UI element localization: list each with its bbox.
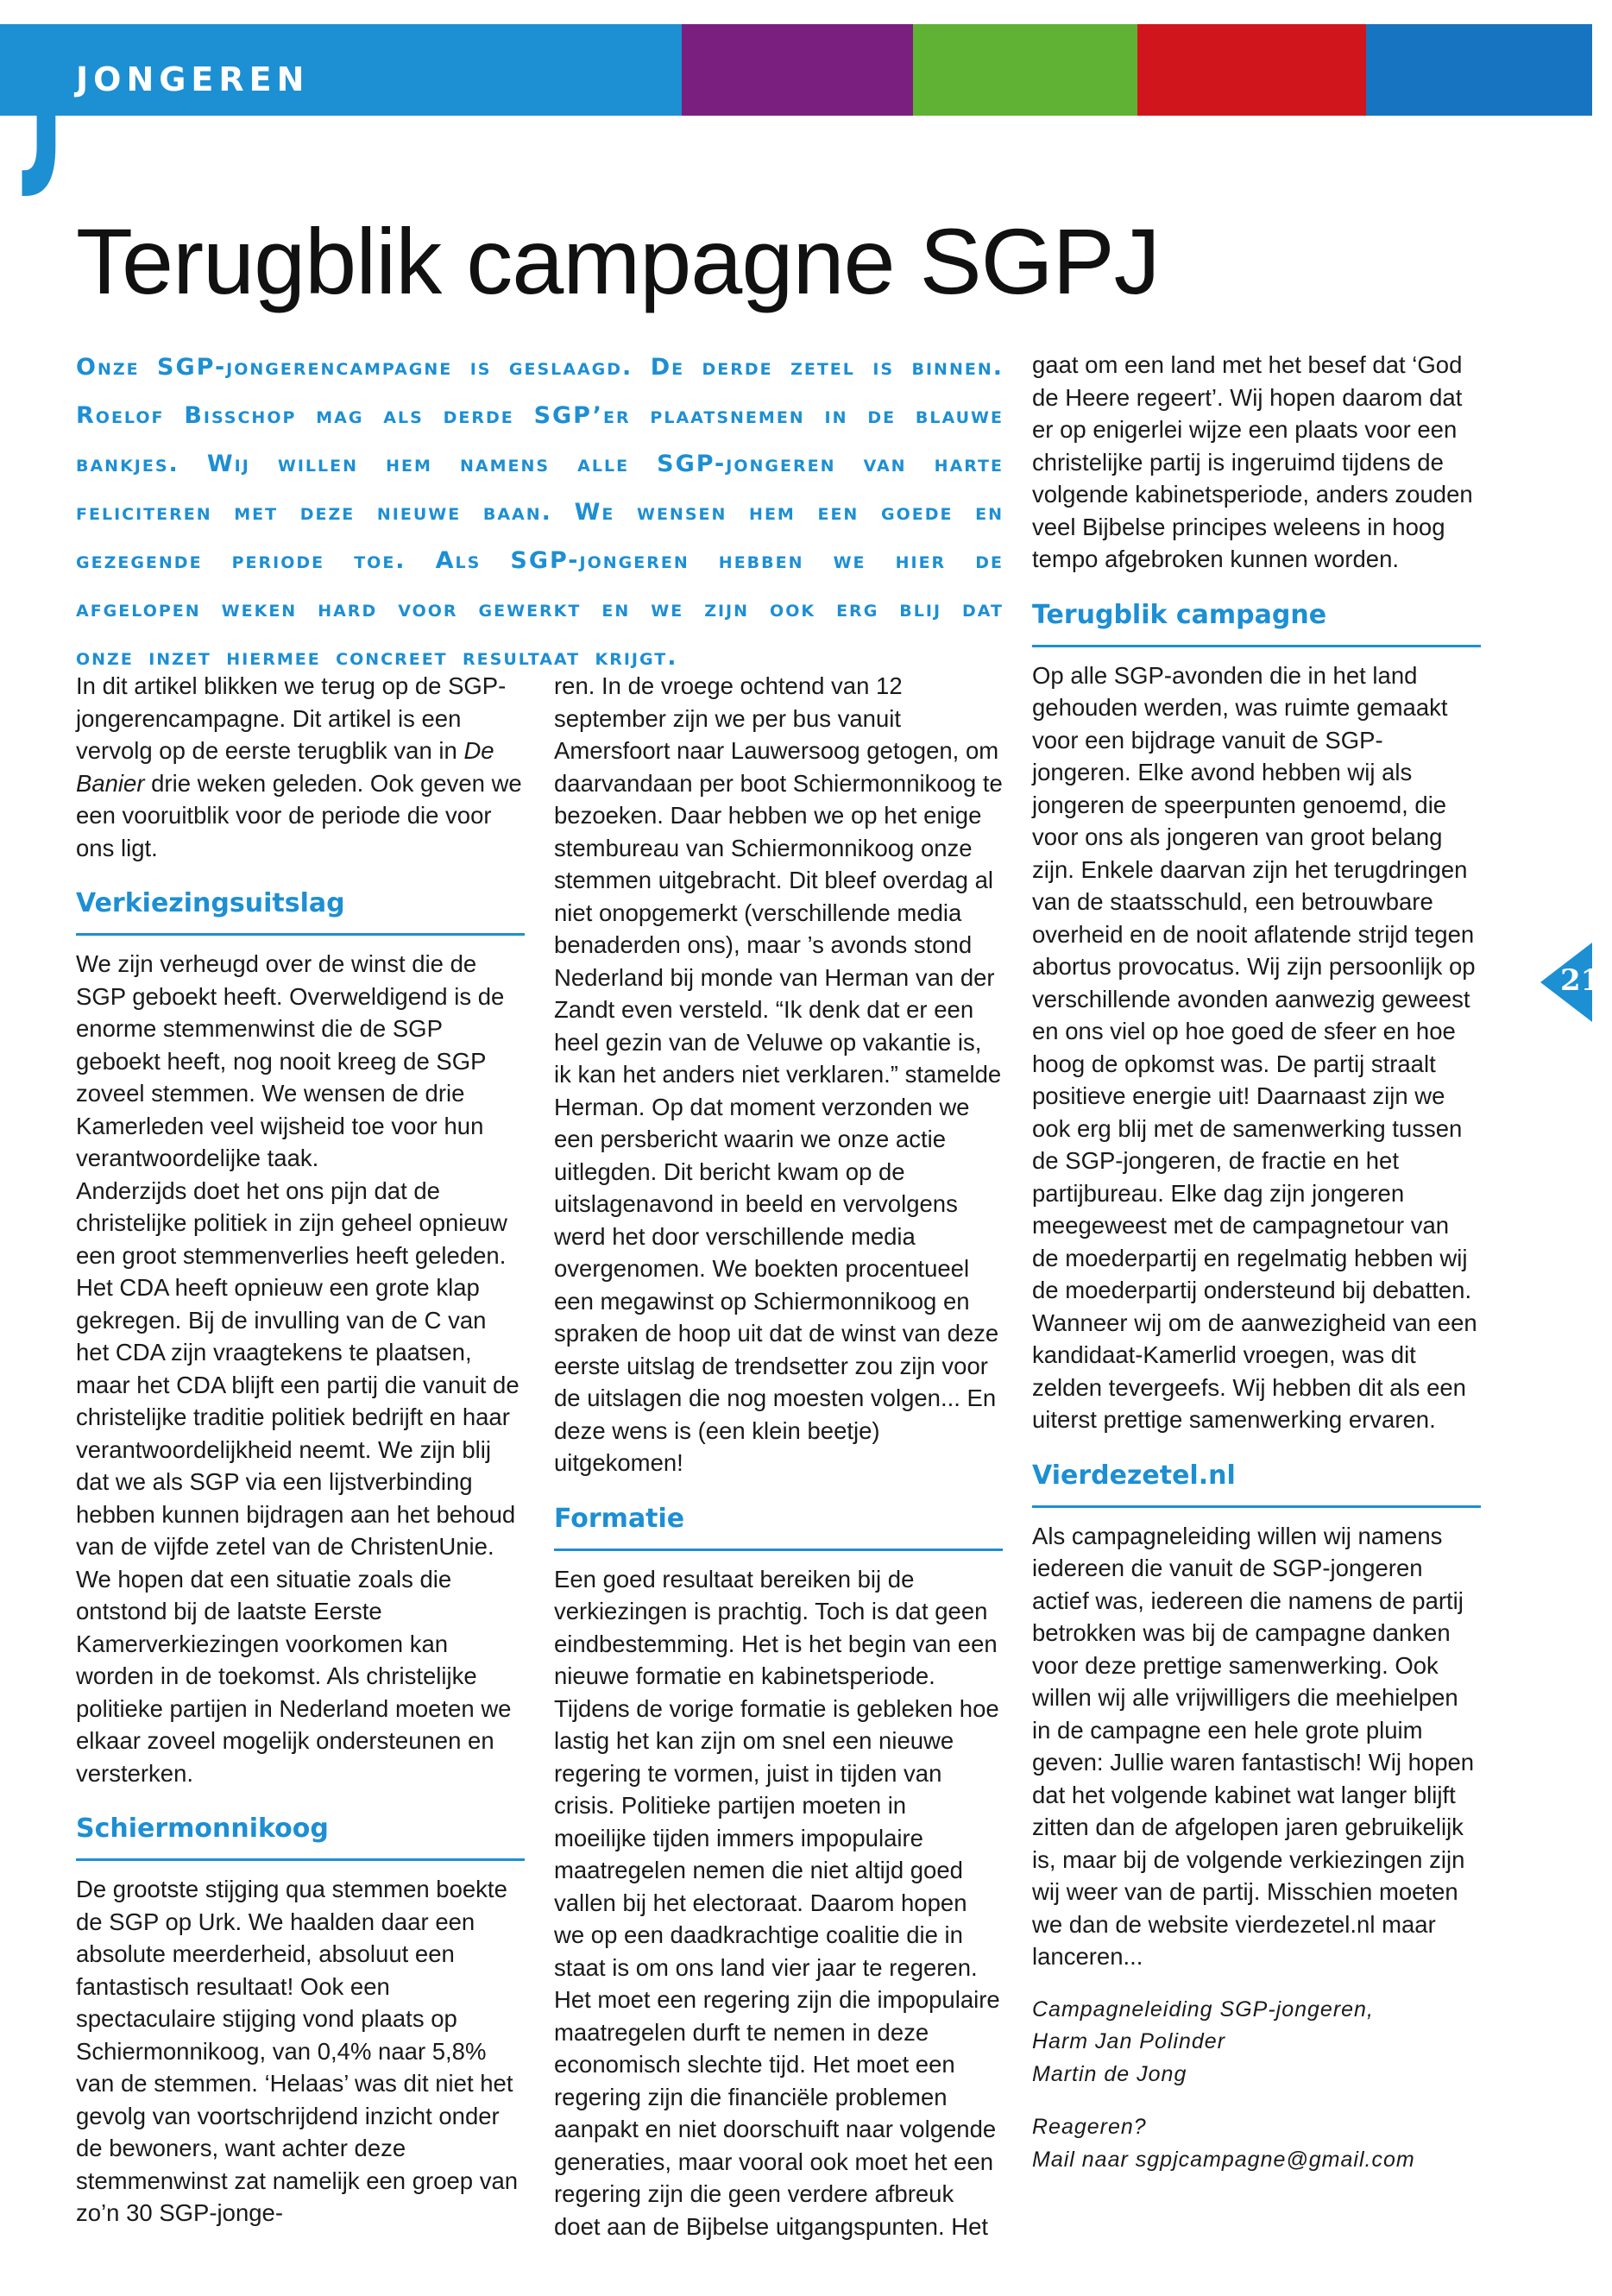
heading-formatie: Formatie (554, 1502, 1003, 1551)
paragraph-terugblik: Op alle SGP-avonden die in het land gehouden werden, was ruimte gemaakt voor een bijdrage vanuit de SGP-jongeren. Elke avond hebben wij als jongeren de speerpunten genoemd, die voor ons als jongeren van groot belang zijn. Enkele daarvan zijn het terugdringen van de staatsschuld, een betrouwbare overheid en de nooit aflatende strijd tegen abortus provocatus. Wij zijn persoonlijk op verschillende avonden aanwezig geweest en ons viel op hoe goed de sfeer en hoe hoog de opkomst was. De partij straalt positieve energie uit! Daarnaast zijn we ook erg blij met de samenwerking tussen de SGP-jongeren, de fractie en het partijbureau. Elke dag zijn jongeren meegeweest met de campagnetour van de moederpartij en regelmatig hebben wij de moederpartij ondersteund bij debatten. Wanneer wij om de aanwezigheid van een kandidaat-Kamerlid vroegen, was dit zelden tevergeefs. Wij hebben dit als een uiterst prettige samenwerking ervaren. (1032, 661, 1477, 1433)
heading-vierdezetel: Vierdezetel.nl (1032, 1459, 1481, 1508)
header-band-red (1137, 24, 1366, 116)
react-email: Mail naar sgpjcampagne@gmail.com (1032, 2147, 1415, 2172)
paragraph-uitslag-2: Anderzijds doet het ons pijn dat de christelijke politiek in zijn geheel opnieuw een groot stemmenverlies heeft geleden. Het CDA heeft opnieuw een grote klap gekregen. Bij de invulling van de C van het CDA zijn vraagtekens te plaatsen, maar het CDA blijft een partij die vanuit de christelijke traditie politiek bedrijft en haar verantwoordelijkheid neemt. We zijn blij dat we als SGP via een lijstverbinding hebben kunnen bijdragen aan het behoud van de vijfde zetel van de ChristenUnie. We hopen dat een situatie zoals die ontstond bij de laatste Eerste Kamerverkiezingen voorkomen kan worden in de toekomst. Als christelijke politieke partijen in Nederland moeten we elkaar zoveel mogelijk ondersteunen en versterken. (76, 1176, 519, 1787)
header-band-green (913, 24, 1137, 116)
paragraph-schiermonnikoog: De grootste stijging qua stemmen boekte de SGP op Urk. We haalden daar een absolute meerderheid, absoluut een fantastisch resultaat! Ook een spectaculaire stijging vond plaats op Schiermonnikoog, van 0,4% naar 5,8% van de stemmen. ‘Helaas’ was dit niet het gevolg van voortschrijdend inzicht onder de bewoners, want achter deze stemmenwinst zat namelijk een groep van zo’n 30 SGP-jonge- (76, 1876, 519, 2226)
paragraph-vierdezetel: Als campagneleiding willen wij namens iedereen die vanuit de SGP-jongeren actief was, iedereen die namens de partij betrokken was bij de campagne danken voor deze prettige samenwerking. Ook willen wij alle vrijwilligers die meehielpen in de campagne een hele grote pluim geven: Jullie waren fantastisch! Wij hopen dat het volgende kabinet wat langer blijft zitten dan de afgelopen jaren gebruikelijk is, maar bij de volgende verkiezingen zijn wij weer van de partij. Misschien moeten we dan de website vierdezetel.nl maar lanceren... (1032, 1522, 1475, 1970)
paragraph-formatie: Een goed resultaat bereiken bij de verkiezingen is prachtig. Toch is dat geen eindbestemming. Het is het begin van een nieuwe formatie en kabinetsperiode. Tijdens de vorige formatie is gebleken hoe lastig het kan zijn om snel een nieuwe regering te vormen, juist in tijden van crisis. Politieke partijen moeten in moeilijke tijden immers impopulaire maatregelen nemen die niet altijd goed vallen bij het electoraat. Daarom hopen we op een daadkrachtige coalitie die in staat is om ons land vier jaar te regeren. Het moet een regering zijn die impopulaire maatregelen durft te nemen in deze economisch slechte tijd. Het moet een regering zijn die financiële problemen aanpakt en niet doorschuift naar volgende generaties, maar vooral ook moet het een regering zijn die geen verdere afbreuk doet aan de Bijbelse uitgangspunten. Het (554, 1565, 1000, 2240)
heading-schiermonnikoog: Schiermonnikoog (76, 1812, 525, 1861)
publication-name: De Banier (76, 737, 494, 797)
paragraph-schiermonnikoog-cont: ren. In de vroege ochtend van 12 september zijn we per bus vanuit Amersfoort naar Lauwersoog getogen, om daarvandaan per boot Schiermonnikoog te bezoeken. Daar hebben we op het enige stembureau van Schiermonnikoog onze stemmen uitgebracht. Dit bleef overdag al niet onopgemerkt (verschillende media benaderden ons), maar ’s avonds stond Nederland bij monde van Herman van der Zandt even versteld. “Ik denk dat er een heel gezin van de Veluwe op vakantie is, ik kan het anders niet verklaren.” stamelde Herman. Op dat moment verzonden we een persbericht waarin we onze actie uitlegden. Dit bericht kwam op de uitslagenavond in beeld en vervolgens werd het door verschillende media overgenomen. We boekten procentueel een megawinst op Schiermonnikoog en spraken de hoop uit dat de winst van deze eerste uitslag de trendsetter zou zijn voor de uitslagen die nog moesten volgen... En deze wens is (een klein beetje) uitgekomen! (554, 672, 1003, 1476)
signature-line-3: Martin de Jong (1032, 2061, 1187, 2086)
paragraph-intro: In dit artikel blikken we terug op de SGP-jongerencampagne. Dit artikel is een vervolg op de eerste terugblik van in De Banier drie weken geleden. Ook geven we een vooruitblik voor de periode die voor ons ligt. (76, 672, 522, 861)
section-initial: J (28, 0, 65, 203)
column-1 (76, 670, 525, 2230)
signature-line-2: Harm Jan Polinder (1032, 2029, 1226, 2053)
page-number: 21 (1560, 963, 1602, 998)
column-2 (554, 670, 1003, 2242)
article-title: Terugblik campagne SGPJ (76, 209, 1160, 313)
react-label: Reageren? (1032, 2115, 1147, 2139)
signature-line-1: Campagneleiding SGP-jongeren, (1032, 1996, 1374, 2022)
paragraph-uitslag-1: We zijn verheugd over de winst die de SGP geboekt heeft. Overweldigend is de enorme stemmenwinst die de SGP geboekt heeft, nog nooit kreeg de SGP zoveel stemmen. We wensen de drie Kamerleden veel wijsheid toe voor hun verantwoordelijke taak. (76, 950, 505, 1171)
column-3 (1032, 349, 1481, 2176)
section-label: JONGEREN (76, 60, 310, 98)
header-band-purple (682, 24, 913, 116)
heading-terugblik-campagne: Terugblik campagne (1032, 598, 1481, 647)
article-intro: Onze SGP-jongerencampagne is geslaagd. De derde zetel is binnen. Roelof Bisschop mag als derde SGP’er plaatsnemen in de blauwe bankjes. Wij willen hem namens alle SGP-jongeren van harte feliciteren met deze nieuwe baan. We wensen hem een goede en gezegende periode toe. Als SGP-jongeren hebben we hier de afgelopen weken hard voor gewerkt en we zijn ook erg blij dat onze inzet hiermee concreet resultaat krijgt. (76, 354, 1004, 671)
paragraph-formatie-cont: gaat om een land met het besef dat ‘God de Heere regeert’. Wij hopen daarom dat er op enigerlei wijze een plaats voor een christelijke partij is ingeruimd tijdens de volgende kabinetsperiode, anders zouden veel Bijbelse principes weleens in hoog tempo afgebroken kunnen worden. (1032, 351, 1473, 572)
header-band-blue-dark (1366, 24, 1592, 116)
heading-verkiezingsuitslag: Verkiezingsuitslag (76, 886, 525, 936)
